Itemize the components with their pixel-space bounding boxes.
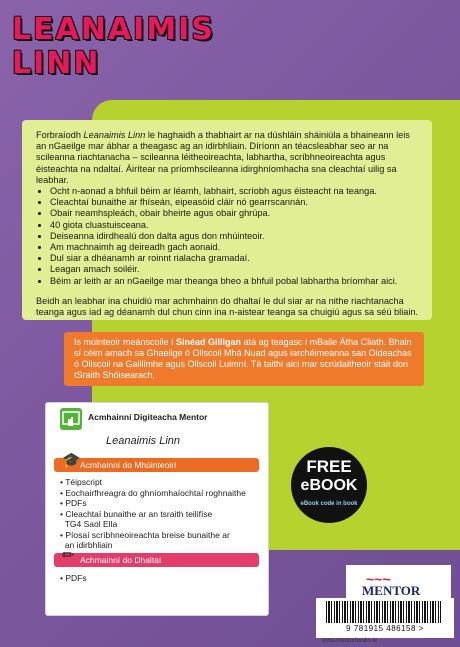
feature-item: • Dul siar a dhéanamh ar roinnt rialacha gramadaí. (50, 253, 418, 264)
list-item: • Píosaí scríbhneoireachta breise bunaithe ar (60, 529, 230, 540)
ebook-line-1: FREE (306, 457, 352, 476)
pencil-icon: ✏ (62, 547, 75, 564)
feature-list (36, 186, 418, 287)
list-item: • Cleachtaí bunaithe ar an tsraith teilifíse (60, 508, 213, 519)
student-resources-text: Achmainní do Dhaltaí (80, 555, 162, 565)
closing-paragraph: Beidh an leabhar ina chuidiú mar achmhainn do dhaltaí le dul siar ar na nithe riachtanacha teanga agus iad ag déanamh dul chun cinn ina n-aistear teanga sa chuigiú agus sa séú bliain. (36, 296, 419, 318)
digital-resources-panel (45, 402, 269, 616)
ebook-line-2: eBOOK (300, 477, 358, 494)
intro-paragraph (36, 130, 418, 186)
intro-text-c: le haghaidh a thabhairt ar na dúshláin sháiniúla a bhaineann leis an nGaeilge mar ábhar a theagasc ag an idirbhliain. Díríonn an téacsleabhar seo ar na scileanna riachtanacha – scileanna léitheoireachta, labhartha, scríbhneoireachta agus éisteachta na ndaltaí. Áirítear na príomhscileanna idirghníomhacha sna cleachtaí uilig sa leabhar. (36, 130, 410, 185)
student-resources-label (54, 547, 259, 567)
feature-item: • Obair neamhspleách, obair bheirte agus obair ghrúpa. (50, 208, 418, 219)
list-item: • Eochairfhreagra do ghníomhaíochtaí roghnaithe (60, 487, 246, 498)
author-name: Sinéad Gilligan (176, 337, 242, 347)
wave-icon: ~~~ (366, 571, 391, 587)
list-item: • PDFs (60, 498, 87, 508)
teacher-resources-text: Acmhainní do Mhúinteoirí (80, 460, 177, 470)
hand-pointer-icon (60, 408, 82, 430)
book-title-line-1: LEANAIMIS (12, 12, 215, 47)
book-title-line-2: LINN (12, 46, 101, 81)
feature-item: • Am machnaimh ag deireadh gach aonaid. (50, 242, 418, 253)
teacher-resources-list (60, 477, 246, 551)
feature-item: • Deiseanna idirdhealú don dalta agus don mhúinteoir. (50, 231, 418, 242)
author-bio (64, 332, 424, 386)
teacher-resources-label (54, 452, 259, 472)
student-resources-list (60, 573, 87, 584)
ebook-line-3: eBook code in book (300, 501, 358, 507)
feature-item: • Béim ar leith ar an nGaeilge mar theanga bheo a bhfuil pobal labhartha bríomhar aici. (50, 276, 418, 287)
description-panel (22, 120, 432, 320)
feature-item: • Ocht n-aonad a bhfuil béim ar léamh, labhairt, scríobh agus éisteacht na teanga. (50, 186, 418, 197)
feature-item: • Cleachtaí bunaithe ar fhíseán, eipeasóid cláir nó gearrscannán. (50, 197, 418, 208)
publisher-name: MENTOR (362, 583, 421, 598)
list-item: • PDFs (60, 573, 87, 583)
feature-item: • 40 giota cluastuisceana. (50, 220, 418, 231)
author-bio-pre: Is múinteoir meánscoile í (74, 337, 177, 347)
graduation-cap-icon: 🎓 (62, 452, 81, 469)
digital-resources-book: Leanaimis Linn (106, 435, 180, 447)
barcode-bars (326, 601, 441, 623)
free-ebook-badge (291, 447, 367, 523)
author-bio-post: atá ag teagasc i mBaile Átha Cliath. Bhain sí céim amach sa Ghaeilge ó Ollscoil Mhá Nuad agus iarchéimeanna san Oideachas ó Ollscoil na Gaillimhe agus Ollscoil Luimní. Tá taithí aici mar scrúdaitheoir stáit don tSraith Shóisearach. (74, 337, 412, 380)
isbn-barcode (316, 598, 454, 638)
isbn-number: 9 781915 486158 > (346, 624, 424, 633)
list-item: TG4 Saol Ella (64, 519, 118, 529)
list-item: • Téipscript (60, 477, 103, 487)
feature-item: • Leagan amach soiléir. (50, 264, 418, 275)
digital-resources-title: Acmhainní Digiteacha Mentor (88, 412, 208, 422)
list-item: an idirbhliain (64, 540, 113, 550)
intro-book-name: Leanaimis Linn (83, 130, 146, 140)
intro-text-a: Forbraíodh (36, 130, 84, 140)
publisher-url: www.mentorbooks.ie (322, 638, 378, 644)
